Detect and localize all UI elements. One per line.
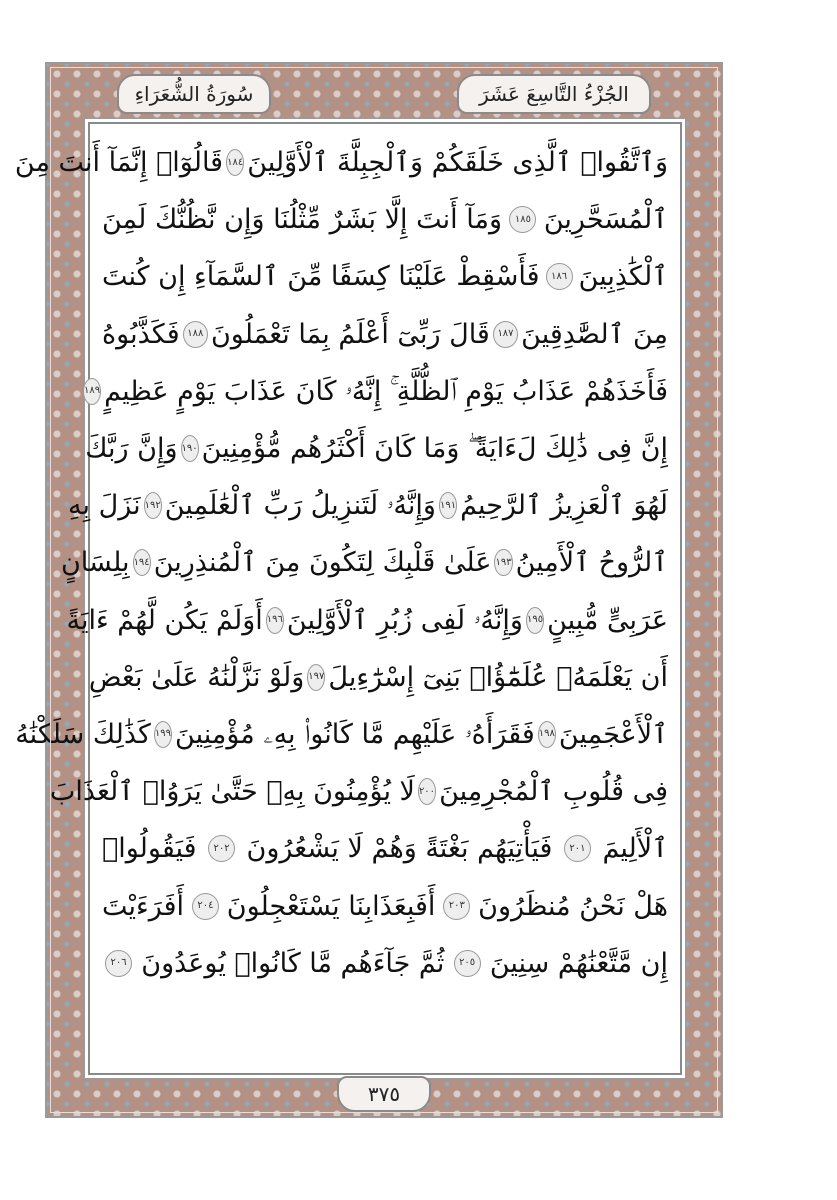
- verse-text: بِلِسَانٍ: [60, 547, 130, 579]
- text-line: [102, 877, 668, 934]
- verse-text: فَقَرَأَهُۥ عَلَيْهِم مَّا كَانُوا۟ بِهِۦ مُؤْمِنِينَ: [175, 718, 535, 750]
- ayah-number-marker: ٢٠٢: [208, 835, 235, 862]
- verse-text: إِنَّ فِى ذَٰلِكَ لَءَايَةً ۖ وَمَا كَانَ أَكْثَرُهُم مُّؤْمِنِينَ: [201, 433, 668, 465]
- text-panel: [14, 122, 682, 1075]
- ayah-number-marker: ١٩٧: [307, 664, 325, 691]
- ayah-number-marker: ١٨٩: [83, 378, 101, 405]
- verse-text: فَأَسْقِطْ عَلَيْنَا كِسَفًا مِّنَ ٱلسَّمَآءِ إِن كُنتَ: [102, 261, 540, 293]
- verse-text: ٱلرُّوحُ ٱلْأَمِينُ: [515, 547, 668, 579]
- ayah-number-marker: ١٩٢: [144, 492, 162, 519]
- text-line: [49, 763, 668, 820]
- text-line: [102, 935, 668, 992]
- verse-text: وَإِنَّهُۥ لَفِى زُبُرِ ٱلْأَوَّلِينَ: [286, 604, 523, 636]
- ayah-number-marker: ١٩٩: [154, 721, 172, 748]
- verse-text: فَيَقُولُوا۟: [102, 833, 197, 865]
- verse-text: عَرَبِىٍّ مُّبِينٍ: [547, 604, 668, 636]
- ayah-number-marker: ١٨٦: [546, 263, 573, 290]
- ayah-number-marker: ١٨٨: [183, 321, 208, 348]
- verse-text: كَذَٰلِكَ سَلَكْنَٰهُ: [15, 718, 151, 750]
- verse-text: أَفَبِعَذَابِنَا يَسْتَعْجِلُونَ: [226, 890, 436, 922]
- verse-text: عَلَىٰ قَلْبِكَ لِتَكُونَ مِنَ ٱلْمُنذِرِينَ: [153, 547, 492, 579]
- ayah-number-marker: ١٩٨: [538, 721, 556, 748]
- text-line: [60, 534, 668, 591]
- page-ornamental-frame: [14, 62, 723, 1118]
- verse-text: ٱلْمُسَحَّرِينَ: [543, 204, 668, 236]
- quran-text: [14, 134, 668, 992]
- ayah-number-marker: ٢٠٤: [192, 893, 219, 920]
- ayah-number-marker: ١٨٥: [509, 206, 536, 233]
- verse-text: فَأَخَذَهُمْ عَذَابُ يَوْمِ ٱلظُّلَّةِ ۚ إِنَّهُۥ كَانَ عَذَابَ يَوْمٍ عَظِيمٍ: [104, 375, 668, 407]
- ayah-number-marker: ١٩٦: [266, 607, 284, 634]
- verse-text: مِنَ ٱلصَّٰدِقِينَ: [521, 318, 668, 350]
- text-line: [102, 248, 668, 305]
- verse-text: لَا يُؤْمِنُونَ بِهِۦ حَتَّىٰ يَرَوُا۟ ٱلْعَذَابَ: [49, 776, 415, 808]
- text-line: [14, 134, 668, 191]
- text-line: [66, 592, 668, 649]
- verse-text: وَلَوْ نَزَّلْنَٰهُ عَلَىٰ بَعْضِ: [88, 661, 305, 693]
- verse-text: قَالُوٓا۟ إِنَّمَآ أَنتَ مِنَ: [14, 147, 224, 179]
- verse-text: وَمَآ أَنتَ إِلَّا بَشَرٌ مِّثْلُنَا وَإِن نَّظُنُّكَ لَمِنَ: [102, 204, 502, 236]
- verse-text: لَهُوَ ٱلْعَزِيزُ ٱلرَّحِيمُ: [460, 490, 668, 522]
- ayah-number-marker: ٢٠٥: [454, 950, 481, 977]
- verse-text: إِن مَّتَّعْنَٰهُمْ سِنِينَ: [489, 947, 668, 979]
- page-number: ٣٧٥: [337, 1076, 431, 1112]
- ayah-number-marker: ٢٠١: [564, 835, 591, 862]
- verse-text: ثُمَّ جَآءَهُم مَّا كَانُوا۟ يُوعَدُونَ: [141, 947, 445, 979]
- verse-text: أَوَلَمْ يَكُن لَّهُمْ ءَايَةً: [66, 604, 263, 636]
- verse-text: ٱلْأَعْجَمِينَ: [558, 718, 668, 750]
- ayah-number-marker: ١٩٣: [494, 549, 512, 576]
- verse-text: فَكَذَّبُوهُ: [102, 318, 180, 350]
- surah-title: سُورَةُ الشُّعَرَاءِ: [117, 74, 271, 114]
- ayah-number-marker: ١٨٤: [226, 149, 244, 176]
- juz-title: الجُزْءُ التَّاسِعَ عَشَرَ: [457, 74, 651, 114]
- ayah-number-marker: ١٩٠: [181, 435, 199, 462]
- text-line: [102, 306, 668, 363]
- ayah-number-marker: ١٩١: [439, 492, 457, 519]
- verse-text: نَزَلَ بِهِ: [68, 490, 141, 522]
- verse-text: أَفَرَءَيْتَ: [102, 890, 185, 922]
- text-line: [102, 820, 668, 877]
- text-line: [85, 420, 668, 477]
- verse-text: أَن يَعْلَمَهُۥ عُلَمَٰٓؤُا۟ بَنِىٓ إِسْرَٰٓءِيلَ: [328, 661, 668, 693]
- text-line: [88, 649, 668, 706]
- verse-text: وَٱتَّقُوا۟ ٱلَّذِى خَلَقَكُمْ وَٱلْجِبِلَّةَ ٱلْأَوَّلِينَ: [247, 147, 668, 179]
- ayah-number-marker: ١٩٤: [133, 549, 151, 576]
- verse-text: قَالَ رَبِّىٓ أَعْلَمُ بِمَا تَعْمَلُونَ: [210, 318, 490, 350]
- ayah-number-marker: ١٩٥: [526, 607, 544, 634]
- ayah-number-marker: ٢٠٠: [418, 778, 436, 805]
- ayah-number-marker: ٢٠٣: [443, 893, 470, 920]
- text-line: [102, 191, 668, 248]
- verse-text: وَإِنَّ رَبَّكَ: [85, 433, 178, 465]
- text-line: [15, 706, 668, 763]
- verse-text: فَيَأْتِيَهُم بَغْتَةً وَهُمْ لَا يَشْعُرُونَ: [246, 833, 553, 865]
- verse-text: ٱلْكَٰذِبِينَ: [578, 261, 668, 293]
- verse-text: هَلْ نَحْنُ مُنظَرُونَ: [478, 890, 668, 922]
- text-line: [83, 363, 668, 420]
- ayah-number-marker: ٢٠٦: [105, 950, 132, 977]
- verse-text: ٱلْأَلِيمَ: [602, 833, 668, 865]
- verse-text: فِى قُلُوبِ ٱلْمُجْرِمِينَ: [439, 776, 668, 808]
- verse-text: وَإِنَّهُۥ لَتَنزِيلُ رَبِّ ٱلْعَٰلَمِينَ: [164, 490, 436, 522]
- ayah-number-marker: ١٨٧: [493, 321, 518, 348]
- text-line: [68, 477, 668, 534]
